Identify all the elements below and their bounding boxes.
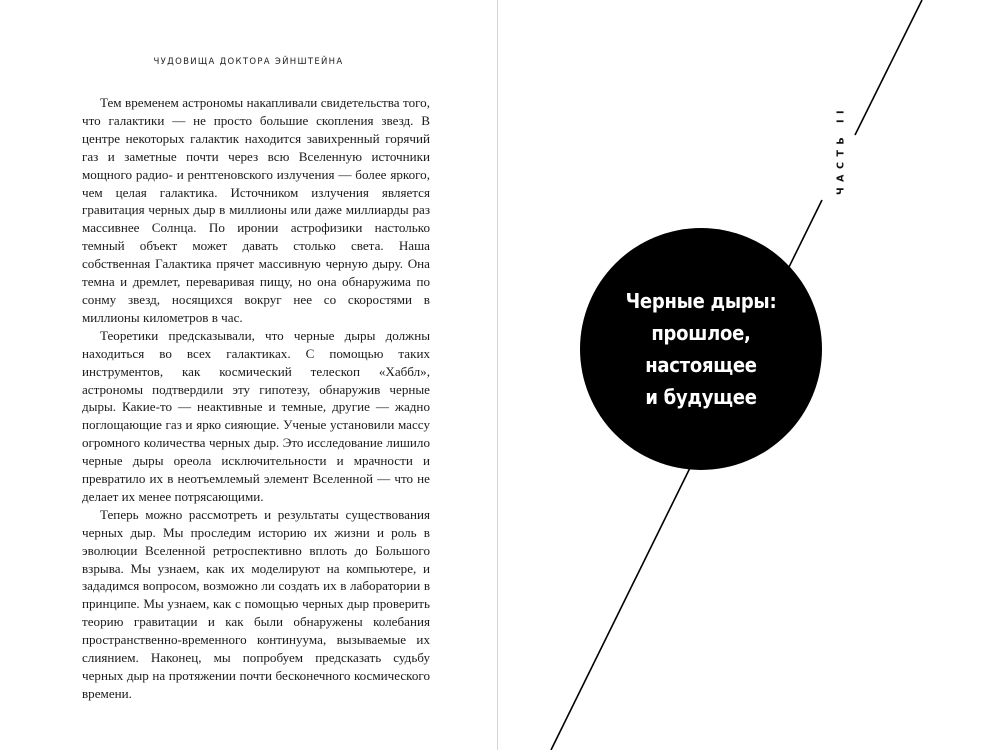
diagonal-line-top xyxy=(855,0,922,135)
chapter-title-line-2: прошлое, xyxy=(651,321,751,345)
title-circle xyxy=(580,228,822,470)
paragraph-1: Тем временем астрономы накапливали свидетельства того, что галактики — не просто большие скопления звезд. В центре некоторых галактик находится завихренный горячий газ и заметные почти через всю Вселенную источники мощного радио- и рентгеновского излучения — более яркого, чем целая галактика. Источником излучения является гравитация черных дыр в миллионы или даже миллиарды раз массивнее Солнца. По иронии астрофизики настолько темный объект может давать столько света. Наша собственная Галактика прячет массивную черную дыру. Она темна и дремлет, переваривая пищу, но она обнаружима по сонму звезд, носящихся вокруг нее со скоростями в миллионы километров в час. xyxy=(82,95,430,325)
chapter-title-line-1: Черные дыры: xyxy=(625,289,777,313)
part-label: ЧАСТЬ II xyxy=(835,104,847,196)
chapter-title-line-4: и будущее xyxy=(645,385,757,409)
chapter-title xyxy=(607,285,796,413)
running-head: ЧУДОВИЩА ДОКТОРА ЭЙНШТЕЙНА xyxy=(153,57,344,67)
paragraph-3: Теперь можно рассмотреть и результаты существования черных дыр. Мы проследим историю их жизни и роль в эволюции Вселенной ретроспективно вплоть до Большого взрыва. Мы узнаем, как их моделируют на компьютере, и зададимся вопросом, возможно ли создать их в лаборатории в принципе. Мы узнаем, как с помощью черных дыр проверить теорию гравитации и как были обнаружены колебания пространственно-временного континуума, вызываемые их слиянием. Наконец, мы попробуем предсказать судьбу черных дыр на протяжении почти бесконечного космического времени. xyxy=(82,506,430,701)
paragraph-2: Теоретики предсказывали, что черные дыры должны находиться во всех галактиках. С помощью таких инструментов, как космический телескоп «Хаббл», астрономы подтвердили эту гипотезу, обнаружив черные дыры. Какие-то — неактивные и темные, другие — жадно поглощающие газ и ярко сияющие. Ученые установили массу огромного количества черных дыр. Это исследование лишило черные дыры ореола исключительности и мрачности и превратило их в неотъемлемый элемент Вселенной — что не делает их менее потрясающими. xyxy=(82,327,430,504)
chapter-title-line-3: настоящее xyxy=(645,353,757,377)
